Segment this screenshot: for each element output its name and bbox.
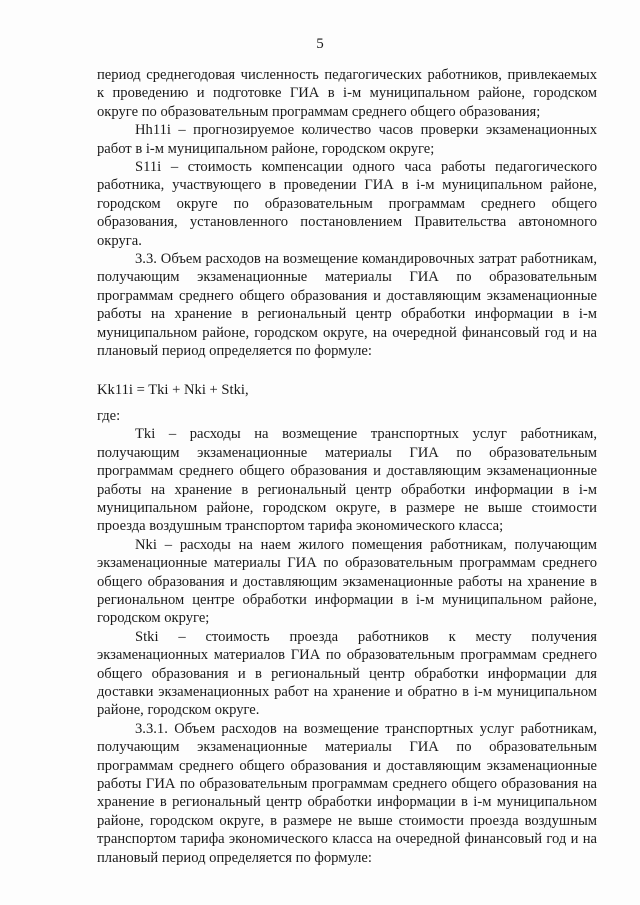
page-number: 5 [316,36,324,52]
formula-kk11i: Kk11i = Tki + Nki + Stki, [97,381,249,398]
document-body [97,66,597,867]
paragraph-tki-definition: Tki – расходы на возмещение транспортных услуг работникам, получающим экзаменационные материалы ГИА по образовательным программам среднего общего образования и доставляющим экзаменационные работы на хранение в региональный центр обработки информации в i-м муниципальном районе, городском округе, в размере не выше стоимости проезда воздушным транспортом тарифа экономического класса; [97,426,597,535]
paragraph-nki-definition: Nki – расходы на наем жилого помещения работникам, получающим экзаменационные материалы ГИА по образовательным программам среднего общего образования и доставляющим экзаменационные работы на хранение в региональном центре обработки информации в i-м муниципальном районе, городском округе; [97,536,597,627]
paragraph-hh11i-definition: Hh11i – прогнозируемое количество часов проверки экзаменационных работ в i-м муниципальном районе, городском округе; [97,122,597,157]
paragraph-s11i-definition: S11i – стоимость компенсации одного часа работы педагогического работника, участвующего в проведении ГИА в i-м муниципальном районе, городском округе по образовательным программам среднего общего образования, установленного постановлением Правительства автономного округа. [97,159,597,249]
where-label: где: [97,407,121,424]
paragraph-section-3-3: 3.3. Объем расходов на возмещение командировочных затрат работникам, получающим экзаменационные материалы ГИА по образовательным программам среднего общего образования и доставляющим экзаменационные работы на хранение в региональный центр обработки информации в i-м муниципальном районе, городском округе, на очередной финансовый год и на плановый период определяется по формуле: [97,251,597,360]
paragraph-workforce-continuation: период среднегодовая численность педагогических работников, привлекаемых к проведению и подготовке ГИА в i-м муниципальном районе, городском округе по образовательным программам среднего общего образования; [97,67,597,120]
paragraph-stki-definition: Stki – стоимость проезда работников к месту получения экзаменационных материалов ГИА по образовательным программам среднего общего образования и в региональный центр обработки информации для доставки экзаменационных работ на хранение и обратно в i-м муниципальном районе, городском округе. [97,628,597,719]
paragraph-section-3-3-1: 3.3.1. Объем расходов на возмещение транспортных услуг работникам, получающим экзаменационные материалы ГИА по образовательным программам среднего общего образования и доставляющим экзаменационные работы ГИА по образовательным программам среднего общего образования на хранение в региональный центр обработки информации в i-м муниципальном районе, городском округе, в размере не выше стоимости проезда воздушным транспортом тарифа экономического класса на очередной финансовый год и на плановый период определяется по формуле: [97,720,597,866]
